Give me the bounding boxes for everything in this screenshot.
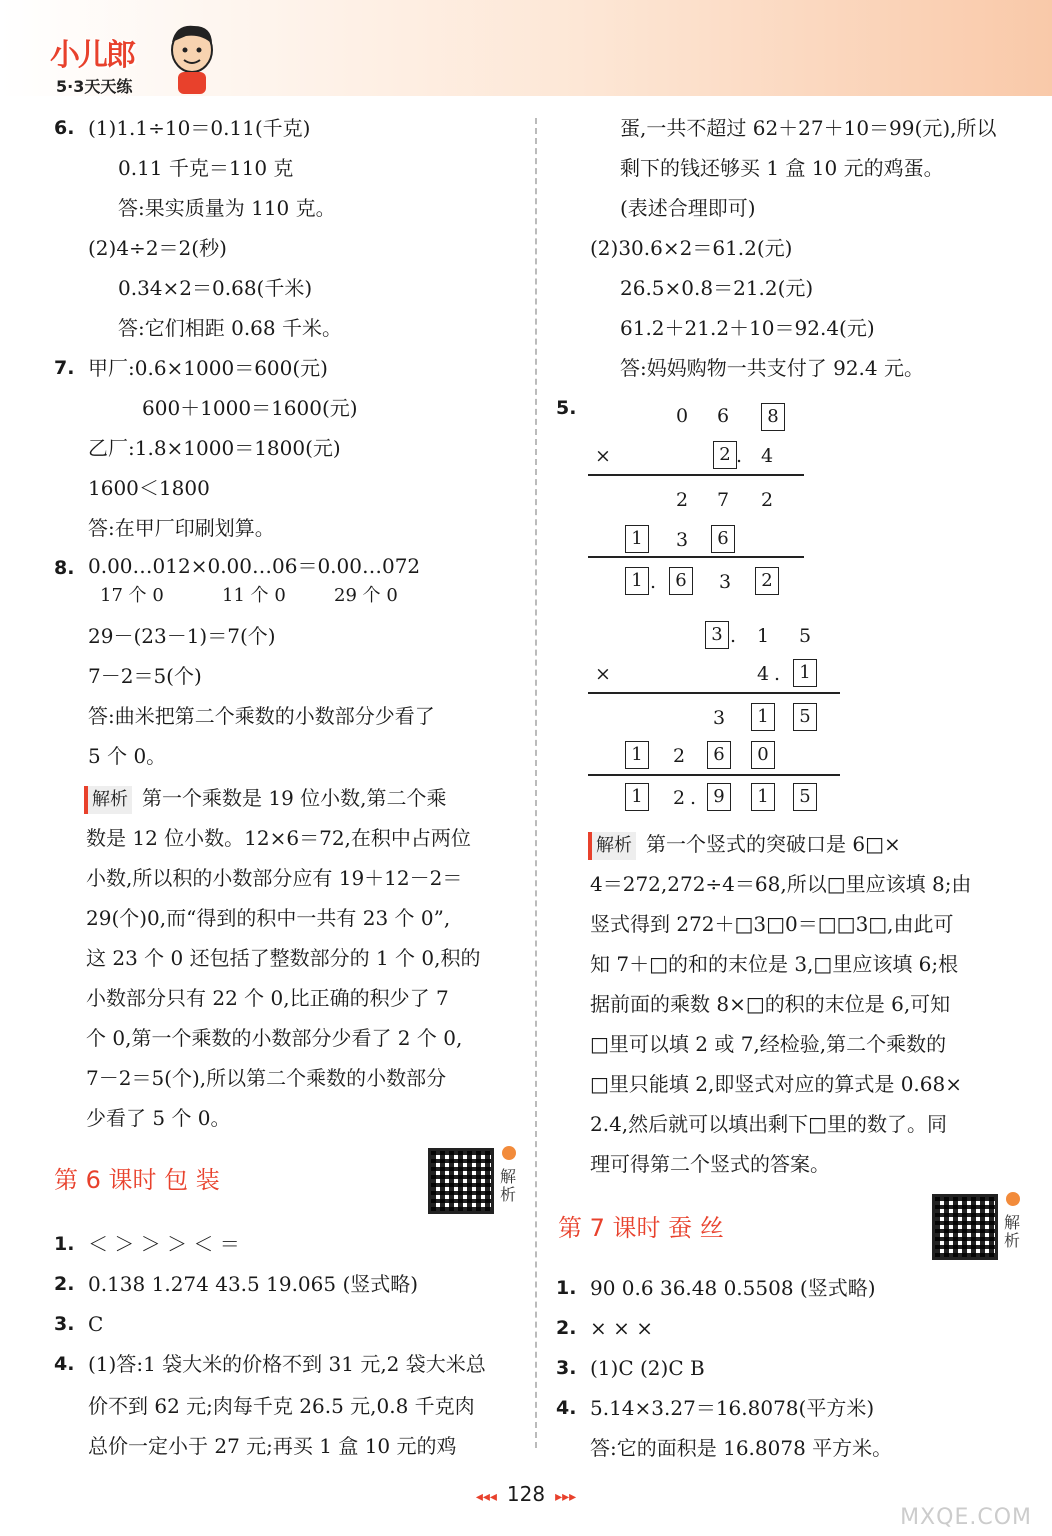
analysis-line: □里只能填 2,即竖式对应的算式是 0.68× xyxy=(590,1072,962,1096)
calc2-digit: 3 xyxy=(712,707,726,729)
s7-answer: (1)C (2)C B xyxy=(590,1356,705,1380)
s6-answer: C xyxy=(88,1312,104,1336)
calc2-box: 3 xyxy=(704,620,730,649)
q6-line: 0.34×2＝0.68(千米) xyxy=(118,276,313,300)
q8-line: 答:曲米把第二个乘数的小数部分少看了 xyxy=(88,704,435,728)
section-title-lesson6: 第 6 课时 包 装 xyxy=(54,1166,220,1194)
calc1-digit: 3 xyxy=(718,571,732,593)
s6-answer-cont: 总价一定小于 27 元;再买 1 盒 10 元的鸡 xyxy=(88,1434,457,1458)
s6-number: 1. xyxy=(54,1233,75,1255)
analysis-line: 2.4,然后就可以填出剩下□里的数了。同 xyxy=(590,1112,948,1136)
q8-number: 8. xyxy=(54,557,75,579)
times-sign: × xyxy=(595,445,611,467)
calc1-digit: 7 xyxy=(716,489,730,511)
analysis-line: 少看了 5 个 0。 xyxy=(86,1106,231,1130)
s7-number: 3. xyxy=(556,1357,577,1379)
watermark: MXQE.COM xyxy=(900,1505,1032,1530)
calc2-box: 9 xyxy=(706,782,732,811)
q8-line: 5 个 0。 xyxy=(88,744,167,768)
calc1-box: 1 xyxy=(624,524,650,553)
analysis-line: 7－2＝5(个),所以第二个乘数的小数部分 xyxy=(86,1066,447,1090)
mascot-icon xyxy=(166,20,218,96)
s6-answer-cont: 价不到 62 元;肉每千克 26.5 元,0.8 千克肉 xyxy=(88,1394,475,1418)
times-sign: × xyxy=(595,663,611,685)
s6-answer: (1)答:1 袋大米的价格不到 31 元,2 袋大米总 xyxy=(88,1352,486,1376)
analysis-line: 第一个乘数是 19 位小数,第二个乘 xyxy=(142,786,447,810)
column-divider xyxy=(535,118,537,1448)
calc2-box: 1 xyxy=(624,782,650,811)
q7-line: 乙厂:1.8×1000＝1800(元) xyxy=(88,436,341,460)
analysis-line: 小数,所以积的小数部分应有 19＋12－2＝ xyxy=(86,866,463,890)
calc1-box: 2 xyxy=(754,566,780,595)
calc1-digit: 4 xyxy=(760,445,774,467)
analysis-line: 4＝272,272÷4＝68,所以□里应该填 8;由 xyxy=(590,872,972,896)
analysis-tag: 解析 xyxy=(84,786,132,814)
q6-line: (1)1.1÷10＝0.11(千克) xyxy=(88,116,311,140)
calc1-box: 6 xyxy=(710,524,736,553)
analysis-tag: 解析 xyxy=(588,832,636,860)
decimal-point: . xyxy=(729,625,737,647)
calc1-digit: 6 xyxy=(716,405,730,427)
s7-number: 2. xyxy=(556,1317,577,1339)
page-number: 128 xyxy=(506,1482,546,1506)
page-number-bar xyxy=(0,1482,1052,1506)
analysis-line: 理可得第二个竖式的答案。 xyxy=(590,1152,830,1176)
calc1-box: 6 xyxy=(668,566,694,595)
prev-arrows-icon[interactable]: ◂◂◂ xyxy=(475,1489,497,1505)
analysis-line: 第一个竖式的突破口是 6□× xyxy=(646,832,901,856)
s7-answer: × × × xyxy=(590,1316,653,1340)
calc2-box: 1 xyxy=(624,740,650,769)
calc1-box: 8 xyxy=(760,402,786,431)
decimal-point: . xyxy=(735,445,743,467)
q7-line: 甲厂:0.6×1000＝600(元) xyxy=(88,356,328,380)
calc-rule xyxy=(588,474,804,476)
qr-label: 解析 xyxy=(500,1167,517,1204)
s6-number: 2. xyxy=(54,1273,75,1295)
calc-rule xyxy=(588,692,840,694)
analysis-block xyxy=(84,784,447,814)
q6-number: 6. xyxy=(54,117,75,139)
calc2-digit: 2 xyxy=(672,745,686,767)
calc2-digit: 4 xyxy=(756,663,770,685)
brand-logo xyxy=(28,14,208,94)
next-arrows-icon[interactable]: ▸▸▸ xyxy=(555,1489,577,1505)
calc1-digit: 2 xyxy=(675,489,689,511)
q7-line: 1600＜1800 xyxy=(88,476,210,500)
analysis-block xyxy=(588,830,901,860)
calc2-box: 1 xyxy=(750,782,776,811)
r-cont-line: 26.5×0.8＝21.2(元) xyxy=(620,276,814,300)
r-cont-line: (表述合理即可) xyxy=(620,196,756,220)
play-icon xyxy=(502,1146,516,1160)
calc2-box: 1 xyxy=(750,702,776,731)
calc2-box: 1 xyxy=(792,658,818,687)
q8-expression: 0.00…012×0.00…06＝0.00…072 xyxy=(88,554,421,578)
s7-number: 4. xyxy=(556,1397,577,1419)
q5-number: 5. xyxy=(556,397,577,419)
decimal-point: . xyxy=(689,787,697,809)
analysis-line: 数是 12 位小数。12×6＝72,在积中占两位 xyxy=(86,826,471,850)
r-cont-line: 剩下的钱还够买 1 盒 10 元的鸡蛋。 xyxy=(620,156,944,180)
s7-answer: 90 0.6 36.48 0.5508 (竖式略) xyxy=(590,1276,876,1300)
s6-number: 4. xyxy=(54,1353,75,1375)
s7-number: 1. xyxy=(556,1277,577,1299)
calc-rule xyxy=(588,556,804,558)
q6-line: 0.11 千克＝110 克 xyxy=(118,156,294,180)
calc2-digit: 2 xyxy=(672,787,686,809)
analysis-line: □里可以填 2 或 7,经检验,第二个乘数的 xyxy=(590,1032,947,1056)
q8-brace-label: 29 个 0 xyxy=(334,585,398,606)
q7-line: 答:在甲厂印刷划算。 xyxy=(88,516,275,540)
r-cont-line: 蛋,一共不超过 62＋27＋10＝99(元),所以 xyxy=(620,116,997,140)
r-cont-line: (2)30.6×2＝61.2(元) xyxy=(590,236,793,260)
s6-number: 3. xyxy=(54,1313,75,1335)
q8-line: 7－2＝5(个) xyxy=(88,664,202,688)
q7-line: 600＋1000＝1600(元) xyxy=(142,396,358,420)
analysis-line: 这 23 个 0 还包括了整数部分的 1 个 0,积的 xyxy=(86,946,481,970)
logo-title: 小儿郎 xyxy=(50,38,134,73)
calc1-box: 1 xyxy=(624,566,650,595)
q8-brace-label: 17 个 0 xyxy=(100,585,164,606)
play-icon xyxy=(1006,1192,1020,1206)
calc2-digit: 1 xyxy=(756,625,770,647)
calc2-box: 5 xyxy=(792,702,818,731)
analysis-line: 据前面的乘数 8×□的积的末位是 6,可知 xyxy=(590,992,951,1016)
calc2-box: 5 xyxy=(792,782,818,811)
calc1-digit: 0 xyxy=(675,405,689,427)
calc2-box: 0 xyxy=(750,740,776,769)
analysis-line: 知 7＋□的和的末位是 3,□里应该填 6;根 xyxy=(590,952,959,976)
s7-answer: 5.14×3.27＝16.8078(平方米) xyxy=(590,1396,875,1420)
qr-label: 解析 xyxy=(1004,1213,1021,1250)
qr-code-icon[interactable] xyxy=(932,1194,998,1260)
q6-line: (2)4÷2＝2(秒) xyxy=(88,236,227,260)
analysis-line: 竖式得到 272＋□3□0＝□□3□,由此可 xyxy=(590,912,954,936)
calc2-digit: 5 xyxy=(798,625,812,647)
calc1-box: 2 xyxy=(712,440,738,469)
calc1-digit: 2 xyxy=(760,489,774,511)
s7-answer-cont: 答:它的面积是 16.8078 平方米。 xyxy=(590,1436,893,1460)
q6-line: 答:果实质量为 110 克。 xyxy=(118,196,336,220)
r-cont-line: 61.2＋21.2＋10＝92.4(元) xyxy=(620,316,875,340)
q8-line: 29－(23－1)＝7(个) xyxy=(88,624,276,648)
logo-subtitle: 5·3天天练 xyxy=(56,77,133,96)
q8-brace-label: 11 个 0 xyxy=(222,585,286,606)
analysis-line: 个 0,第一个乘数的小数部分少看了 2 个 0, xyxy=(86,1026,463,1050)
s6-answer: 0.138 1.274 43.5 19.065 (竖式略) xyxy=(88,1272,419,1296)
r-cont-line: 答:妈妈购物一共支付了 92.4 元。 xyxy=(620,356,924,380)
s6-answer: ＜ ＞ ＞ ＞ ＜ ＝ xyxy=(88,1232,240,1256)
analysis-line: 小数部分只有 22 个 0,比正确的积少了 7 xyxy=(86,986,449,1010)
q6-line: 答:它们相距 0.68 千米。 xyxy=(118,316,342,340)
q7-number: 7. xyxy=(54,357,75,379)
calc2-box: 6 xyxy=(706,740,732,769)
calc-rule xyxy=(588,774,840,776)
decimal-point: . xyxy=(649,571,657,593)
analysis-line: 29(个)0,而“得到的积中一共有 23 个 0”, xyxy=(86,906,451,930)
decimal-point: . xyxy=(773,663,781,685)
calc1-digit: 3 xyxy=(675,529,689,551)
section-title-lesson7: 第 7 课时 蚕 丝 xyxy=(558,1214,724,1242)
qr-code-icon[interactable] xyxy=(428,1148,494,1214)
